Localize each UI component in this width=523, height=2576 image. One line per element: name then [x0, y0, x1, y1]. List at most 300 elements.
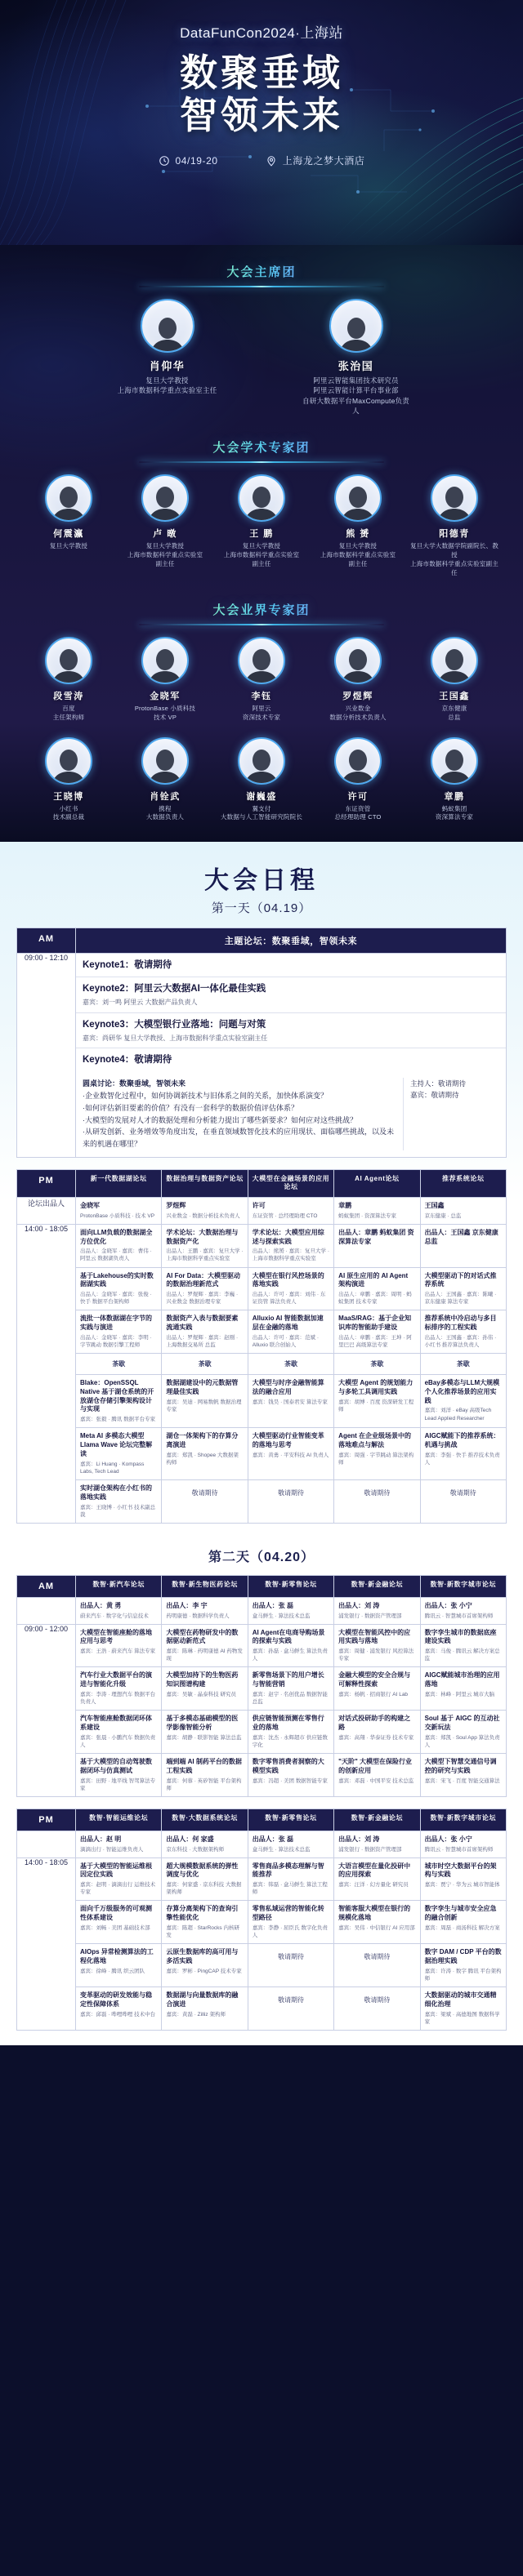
session-title: AIOps 异常检测算法的工程化落地	[80, 1948, 154, 1964]
session-speaker: 嘉宾：赵宇 · 名创优品 数据智能总监	[252, 1691, 328, 1706]
session	[334, 1754, 419, 1789]
producer-name: 王国鑫	[424, 1201, 445, 1209]
session-cell[interactable]	[420, 1624, 506, 1667]
session-cell[interactable]	[420, 1224, 506, 1267]
track-header[interactable]: 数智·新生物医药论坛	[162, 1575, 248, 1597]
session	[421, 1310, 506, 1353]
session	[248, 1268, 333, 1310]
session-speaker: 嘉宾：张毅 · 腾讯 数据平台专家	[80, 1417, 156, 1423]
table-row	[17, 1224, 507, 1267]
person-silhouette-icon	[338, 317, 374, 353]
track-header[interactable]: AI Agent论坛	[334, 1170, 420, 1198]
panel-discussion	[76, 1071, 506, 1157]
session	[334, 1310, 419, 1353]
avatar	[329, 299, 383, 353]
speaker-card[interactable]	[310, 637, 406, 723]
session-cell[interactable]	[420, 1310, 506, 1354]
session-cell[interactable]	[248, 1624, 333, 1667]
break-cell: 茶歇	[76, 1354, 162, 1375]
avatar	[238, 474, 285, 522]
session	[421, 1754, 506, 1789]
speaker-name: 李钰	[251, 691, 272, 701]
session	[76, 1480, 161, 1523]
location-pin-icon	[266, 155, 277, 167]
track-header[interactable]: 数智·新数字城市论坛	[420, 1809, 506, 1831]
producer-info	[334, 1598, 419, 1624]
day1-pm-table	[16, 1169, 507, 1524]
speaker-org: 复旦大学教授	[145, 376, 189, 385]
section-title: 大会主席团	[226, 263, 296, 280]
producer-info	[76, 1831, 161, 1857]
producer-name: 许可	[252, 1201, 266, 1209]
agenda-header	[0, 842, 523, 928]
session-speaker: 出品人：熊赟 · 嘉宾：复旦大学 · 上海市数据科学重点实验室	[252, 1248, 330, 1262]
track-header[interactable]: 推荐系统论坛	[420, 1170, 506, 1198]
industry-row-1	[0, 637, 523, 723]
producer-cell	[420, 1597, 506, 1624]
session	[334, 1375, 419, 1417]
table-row	[17, 1753, 507, 1796]
session-title: AIGC赋能城市治理的应用落地	[424, 1671, 500, 1688]
avatar	[334, 474, 382, 522]
table-row	[17, 1944, 507, 1987]
speaker-card[interactable]	[297, 299, 415, 416]
avatar	[141, 637, 189, 684]
session-speaker: 嘉宾：孙磊 · 盒马鲜生 算法负责人	[252, 1648, 328, 1662]
keynote-speaker: 嘉宾：尚研华 复旦大学教授、上海市数据科学重点实验室副主任	[83, 1034, 268, 1042]
session	[162, 1754, 247, 1796]
panel-host: 主持人：敬请期待	[410, 1079, 467, 1088]
producer-label: 论坛出品人	[17, 1197, 76, 1224]
speaker-card[interactable]	[213, 637, 310, 723]
session-title: AI 原生应用的 AI Agent 架构演进	[338, 1271, 409, 1288]
track-header[interactable]: 大模型在金融场景的应用论坛	[248, 1170, 333, 1198]
session-speaker: 嘉宾：马俊 · 腾讯云 解决方案总监	[424, 1648, 500, 1662]
session-cell[interactable]	[334, 1428, 420, 1480]
hero-slogan	[0, 53, 523, 136]
speaker-org: 小红书	[59, 804, 78, 812]
session-cell[interactable]	[162, 1753, 248, 1796]
session	[162, 1901, 247, 1943]
session-title: 湖仓一体架构下的存算分离演进	[166, 1432, 239, 1449]
section-divider	[139, 624, 384, 625]
session-title: "天阶" 大模型在保险行业的创新应用	[338, 1757, 412, 1774]
session-cell[interactable]	[248, 1901, 333, 1944]
panel-heading: 圆桌讨论：数聚垂域，智领未来	[83, 1079, 186, 1088]
keynote-title: Keynote3：大模型银行业落地：问题与对策	[83, 1019, 266, 1030]
session-cell[interactable]	[76, 1987, 162, 2030]
session-cell[interactable]	[162, 1267, 248, 1310]
session-speaker: 嘉宾：李强 · 快手 推荐技术负责人	[424, 1452, 500, 1466]
track-header[interactable]: 数智·大数据系统论坛	[162, 1809, 248, 1831]
ampm-label: PM	[17, 1170, 76, 1198]
session-cell[interactable]	[76, 1711, 162, 1754]
session-cell[interactable]	[420, 1375, 506, 1428]
session-speaker: 嘉宾：杨帆 · 招商银行 AI Lab	[338, 1691, 409, 1697]
track-header[interactable]: 数智·新汽车论坛	[76, 1575, 162, 1597]
session-cell[interactable]	[76, 1375, 162, 1428]
producer-org: 东证资管 · 总经理助理 CTO	[252, 1212, 318, 1219]
speaker-org: 蚂蚁集团	[441, 804, 467, 812]
table-row	[17, 1624, 507, 1667]
tba-cell: 敬请期待	[248, 1944, 333, 1987]
keynote-item[interactable]	[76, 1013, 506, 1048]
speaker-card[interactable]	[406, 637, 503, 723]
speaker-card[interactable]	[20, 474, 117, 578]
session-cell[interactable]	[420, 1857, 506, 1901]
session	[76, 1268, 161, 1310]
session-cell[interactable]	[420, 1711, 506, 1754]
speaker-name: 肖铨武	[150, 791, 181, 802]
track-header[interactable]: 新一代数据湖论坛	[76, 1170, 162, 1198]
speaker-card[interactable]	[20, 737, 117, 823]
producer-cell	[248, 1831, 333, 1857]
session-cell[interactable]	[420, 1667, 506, 1711]
keynote-item[interactable]	[76, 954, 506, 977]
person-silhouette-icon	[147, 648, 183, 684]
speaker-name: 罗煜辉	[342, 691, 373, 701]
producer-org: 滴滴出行 · 智能运维负责人	[80, 1846, 144, 1853]
hero-banner	[0, 0, 523, 245]
session	[162, 1268, 247, 1310]
session	[248, 1375, 333, 1410]
session-cell[interactable]	[248, 1428, 333, 1480]
track-header[interactable]: 数智·新金融论坛	[334, 1575, 420, 1597]
session-cell[interactable]	[334, 1901, 420, 1944]
session-speaker: 嘉宾：李涛 · 理想汽车 数据平台负责人	[80, 1691, 156, 1706]
speaker-card[interactable]	[406, 474, 503, 578]
ampm-label: AM	[17, 1575, 76, 1597]
day1-am-time: 09:00 - 12:10	[17, 954, 76, 1158]
session-cell[interactable]	[162, 1224, 248, 1267]
session-cell[interactable]	[420, 1267, 506, 1310]
speaker-card[interactable]	[117, 637, 213, 723]
session-title: 大模型在银行风控场景的落地实践	[252, 1271, 324, 1288]
session-speaker: 嘉宾：赵明 · 滴滴出行 运维技术专家	[80, 1882, 156, 1896]
session-title: Meta AI 多模态大模型 Llama Wave 论坛完整解读	[80, 1432, 153, 1457]
event-venue	[266, 153, 365, 167]
session-speaker: 嘉宾：邱磊 · 哔哩哔哩 技术中台	[80, 2011, 156, 2018]
session-cell[interactable]	[334, 1310, 420, 1354]
session-title: 基于Lakehouse的实时数据湖实践	[80, 1271, 154, 1288]
producer-org: 腾讯云 · 智慧城市首席架构师	[424, 1846, 494, 1853]
panel-guest: 嘉宾：敬请期待	[410, 1091, 459, 1100]
session-cell[interactable]	[334, 1667, 420, 1711]
producer-cell	[162, 1597, 248, 1624]
person-silhouette-icon	[244, 648, 279, 684]
panel-question: ·大模型的发展对人才的数据处理和分析能力提出了哪些新要求？如何应对这些挑战？	[83, 1115, 357, 1124]
track-header[interactable]: 数据治理与数据资产论坛	[162, 1170, 248, 1198]
session-cell[interactable]	[162, 1667, 248, 1711]
table-header-row	[17, 1809, 507, 1831]
person-silhouette-icon	[150, 317, 186, 353]
avatar	[45, 637, 92, 684]
speaker-org: 东证资管	[345, 804, 371, 812]
session-title: 基于多模态基础模型的医学影像智能分析	[166, 1715, 239, 1731]
session-speaker: 嘉宾：何蓉 · 英矽智能 平台架构师	[166, 1777, 242, 1791]
producer-label	[17, 1831, 76, 1857]
speaker-role: 大数据与人工智能研究院院长	[220, 813, 303, 821]
speaker-org: 复旦大学教授	[49, 542, 88, 550]
session-cell[interactable]	[334, 1857, 420, 1901]
session-cell[interactable]	[248, 1667, 333, 1711]
session-cell[interactable]	[162, 1944, 248, 1987]
session-speaker: 嘉宾：何家盛 · 京东科技 大数据架构师	[166, 1882, 242, 1896]
tba-cell: 敬请期待	[334, 1944, 420, 1987]
speaker-role: 上海市数据科学重点实验室副主任	[410, 560, 498, 576]
speaker-name: 王晓博	[53, 791, 84, 802]
tba-cell: 敬请期待	[334, 1479, 420, 1523]
avatar	[334, 637, 382, 684]
session-cell[interactable]	[162, 1375, 248, 1428]
producer-cell	[162, 1831, 248, 1857]
track-header[interactable]: 数智·智能运维论坛	[76, 1809, 162, 1831]
slogan-line-2: 智领未来	[180, 92, 343, 137]
session-title: 流批一体数据湖在字节的实践与演进	[80, 1315, 152, 1332]
speaker-role: 资深技术专家	[242, 713, 281, 721]
producer-info	[76, 1198, 161, 1224]
tba-cell: 敬请期待	[248, 1987, 333, 2030]
session-title: 供应链智能预测在零售行业的落地	[252, 1715, 324, 1731]
speakers-section	[0, 245, 523, 842]
producer-org: 药明康德 · 数据科学负责人	[166, 1613, 230, 1619]
session-cell[interactable]	[76, 1944, 162, 1987]
event-meta	[0, 153, 523, 167]
producer-cell	[162, 1197, 248, 1224]
speaker-org: 复旦大学教授	[145, 542, 185, 550]
avatar	[431, 474, 478, 522]
speaker-card[interactable]	[310, 474, 406, 578]
session-cell[interactable]	[248, 1857, 333, 1901]
session	[76, 1310, 161, 1353]
producer-name: 出品人：刘 涛	[338, 1835, 380, 1843]
session-cell[interactable]	[334, 1624, 420, 1667]
producer-name: 出品人：李 宇	[166, 1601, 208, 1609]
speaker-org: 京东健康	[441, 704, 467, 712]
table-row	[17, 1901, 507, 1944]
avatar	[238, 637, 285, 684]
session-speaker: 出品人：章鹏 · 嘉宾：王坤 · 阿里巴巴 高级算法专家	[338, 1334, 412, 1348]
speaker-card[interactable]	[310, 737, 406, 823]
session	[334, 1901, 419, 1936]
speaker-card[interactable]	[117, 737, 213, 823]
session	[162, 1987, 247, 2022]
session-title: 数据湖建设中的元数据管理最佳实践	[166, 1379, 239, 1395]
session-title: 基于大模型的自动驾驶数据闭环与仿真测试	[80, 1757, 152, 1774]
producer-info	[421, 1831, 506, 1857]
session-cell[interactable]	[76, 1667, 162, 1711]
producer-label	[17, 1597, 76, 1624]
session-speaker: 嘉宾：邓磊 · 中国平安 技术总监	[338, 1777, 414, 1784]
session-cell[interactable]	[162, 1624, 248, 1667]
session-cell[interactable]	[420, 1901, 506, 1944]
session-cell[interactable]	[76, 1753, 162, 1796]
session	[76, 1428, 161, 1479]
session-cell[interactable]	[420, 1944, 506, 1987]
session-title: Agent 在企业级场景中的落地难点与解法	[338, 1432, 412, 1449]
session-cell[interactable]	[76, 1428, 162, 1480]
producer-name: 出品人：张 磊	[252, 1835, 294, 1843]
track-header[interactable]: 数智·新零售论坛	[248, 1575, 333, 1597]
session	[421, 1625, 506, 1667]
session	[248, 1754, 333, 1789]
session-cell[interactable]	[334, 1711, 420, 1754]
session-speaker: 嘉宾：黄磊 · Zilliz 架构师	[166, 2011, 226, 2018]
session-cell[interactable]	[248, 1375, 333, 1428]
session-title: 大语言模型在量化投研中的应用探索	[338, 1862, 411, 1879]
person-silhouette-icon	[244, 749, 279, 785]
session-cell[interactable]	[76, 1224, 162, 1267]
session-cell[interactable]	[334, 1224, 420, 1267]
avatar	[141, 737, 189, 785]
producer-cell	[76, 1197, 162, 1224]
person-silhouette-icon	[51, 749, 87, 785]
speaker-org: 复旦大学教授	[242, 542, 281, 550]
session-title: 汽车行业大数据平台的演进与智能化升级	[80, 1671, 152, 1688]
producer-name: 罗煜辉	[166, 1201, 186, 1209]
session	[248, 1625, 333, 1667]
tba-cell: 敬请期待	[334, 1987, 420, 2030]
producer-name: 出品人：刘 涛	[338, 1601, 380, 1609]
speaker-card[interactable]	[406, 737, 503, 823]
producer-info	[162, 1198, 247, 1224]
keynote-item[interactable]	[76, 977, 506, 1012]
session-cell[interactable]	[248, 1267, 333, 1310]
session-cell[interactable]	[420, 1753, 506, 1796]
session-cell[interactable]	[76, 1479, 162, 1523]
session-cell[interactable]	[162, 1711, 248, 1754]
section-title: 大会业界专家团	[212, 601, 310, 618]
session-cell[interactable]	[162, 1901, 248, 1944]
session-title: 金融大模型的安全合规与可解释性探索	[338, 1671, 411, 1688]
agenda-day1-label: 第一天（04.19）	[211, 901, 312, 916]
section-header-academic	[0, 416, 523, 463]
session-title: 大模型与时序金融智能算法的融合应用	[252, 1379, 324, 1395]
session-cell[interactable]	[248, 1753, 333, 1796]
session	[248, 1858, 333, 1901]
session-cell[interactable]	[76, 1267, 162, 1310]
speaker-extra: 自研大数据平台MaxCompute负责人	[302, 396, 409, 415]
speaker-card[interactable]	[20, 637, 117, 723]
session-cell[interactable]	[76, 1310, 162, 1354]
speaker-card[interactable]	[108, 299, 226, 416]
session-cell[interactable]	[334, 1267, 420, 1310]
session	[162, 1711, 247, 1746]
table-row	[17, 1310, 507, 1354]
session	[421, 1858, 506, 1893]
session	[421, 1268, 506, 1310]
producer-org: ProtonBase 小质科技 · 技术 VP	[80, 1212, 155, 1219]
producer-info	[162, 1598, 247, 1624]
session-speaker: 嘉宾：许涛 · 数字 腾讯 平台架构师	[424, 1968, 502, 1982]
table-header-row	[17, 1170, 507, 1198]
session-cell[interactable]	[76, 1624, 162, 1667]
speaker-extra: 副主任	[252, 560, 271, 567]
avatar	[141, 299, 194, 353]
producer-org: 京东科技 · 大数据架构师	[166, 1846, 225, 1853]
speaker-card[interactable]	[213, 737, 310, 823]
producer-info	[421, 1598, 506, 1624]
table-producer-row	[17, 1831, 507, 1857]
speaker-extra: 副主任	[348, 560, 368, 567]
session-title: 数字零售消费者洞察的大模型实践	[252, 1757, 324, 1774]
session-cell[interactable]	[248, 1310, 333, 1354]
session-speaker: 嘉宾：韩磊 · 盒马鲜生 算法工程师	[252, 1882, 328, 1896]
producer-cell	[334, 1831, 420, 1857]
tba-cell: 敬请期待	[162, 1479, 248, 1523]
session-cell[interactable]	[420, 1428, 506, 1480]
session	[334, 1667, 419, 1702]
day1-am-content	[76, 954, 507, 1158]
chair-row	[0, 299, 523, 416]
session-speaker: 嘉宾：宋飞 · 百度 智能交通算法	[424, 1777, 500, 1784]
producer-cell	[334, 1197, 420, 1224]
track-header[interactable]: 数智·新零售论坛	[248, 1809, 333, 1831]
producer-org: 京东健康 · 总监	[424, 1212, 462, 1219]
keynote-item[interactable]	[76, 1048, 506, 1071]
speaker-org: 阿里云智能集团技术研究员	[313, 376, 399, 385]
event-date	[159, 153, 218, 167]
session-speaker: 嘉宾：陈超 · StarRocks 内核研发	[166, 1925, 239, 1939]
table-header-row	[17, 1575, 507, 1597]
session	[334, 1625, 419, 1667]
table-row	[17, 1354, 507, 1375]
session-cell[interactable]	[162, 1857, 248, 1901]
producer-info	[162, 1831, 247, 1857]
session-title: 实时湖仓架构在小红书的落地实践	[80, 1484, 152, 1501]
avatar	[141, 474, 189, 522]
session	[162, 1375, 247, 1417]
speaker-card[interactable]	[117, 474, 213, 578]
agenda-title: 大会日程	[204, 866, 319, 896]
session	[421, 1987, 506, 2030]
session-cell[interactable]	[248, 1711, 333, 1754]
avatar	[45, 474, 92, 522]
session-title: MaaS/RAG：基于企业知识库的智能助手建设	[338, 1315, 412, 1332]
session-cell[interactable]	[248, 1224, 333, 1267]
track-header[interactable]: 数智·新金融论坛	[334, 1809, 420, 1831]
speaker-role: 大数据负责人	[145, 813, 185, 821]
session-cell[interactable]	[76, 1857, 162, 1901]
event-name: DataFunCon2024·上海站	[180, 25, 343, 41]
session-cell[interactable]	[420, 1987, 506, 2030]
session	[76, 1225, 161, 1267]
session-speaker: 嘉宾：高翔 · 华泰证券 技术专家	[338, 1734, 414, 1741]
speaker-extra: 副主任	[155, 560, 175, 567]
time-slot: 09:00 - 12:00	[17, 1624, 76, 1796]
speaker-org: ProtonBase 小质科技	[134, 704, 196, 712]
section-header-industry	[0, 578, 523, 625]
session-title: 大模型在智能风控中的应用实践与落地	[338, 1628, 411, 1645]
speaker-card[interactable]	[213, 474, 310, 578]
session-cell[interactable]	[162, 1987, 248, 2030]
session-speaker: 嘉宾：沈杰 · 永辉超市 供应链数字化	[252, 1734, 328, 1748]
table-row	[17, 1711, 507, 1754]
session-cell[interactable]	[334, 1753, 420, 1796]
session-cell[interactable]	[334, 1375, 420, 1428]
session-speaker: 嘉宾：徐峰 · 腾讯 织云团队	[80, 1968, 145, 1974]
speaker-role: 技术 VP	[153, 713, 177, 721]
session-speaker: 嘉宾：胡静 · 联影智能 算法总监	[166, 1734, 242, 1741]
producer-name: 出品人：张 磊	[252, 1601, 294, 1609]
session-cell[interactable]	[162, 1310, 248, 1354]
session	[162, 1625, 247, 1667]
track-header[interactable]: 数智·新数字城市论坛	[420, 1575, 506, 1597]
session-cell[interactable]	[76, 1901, 162, 1944]
producer-name: 出品人：何 家盛	[166, 1835, 214, 1843]
session-cell[interactable]	[162, 1428, 248, 1480]
session	[334, 1711, 419, 1746]
